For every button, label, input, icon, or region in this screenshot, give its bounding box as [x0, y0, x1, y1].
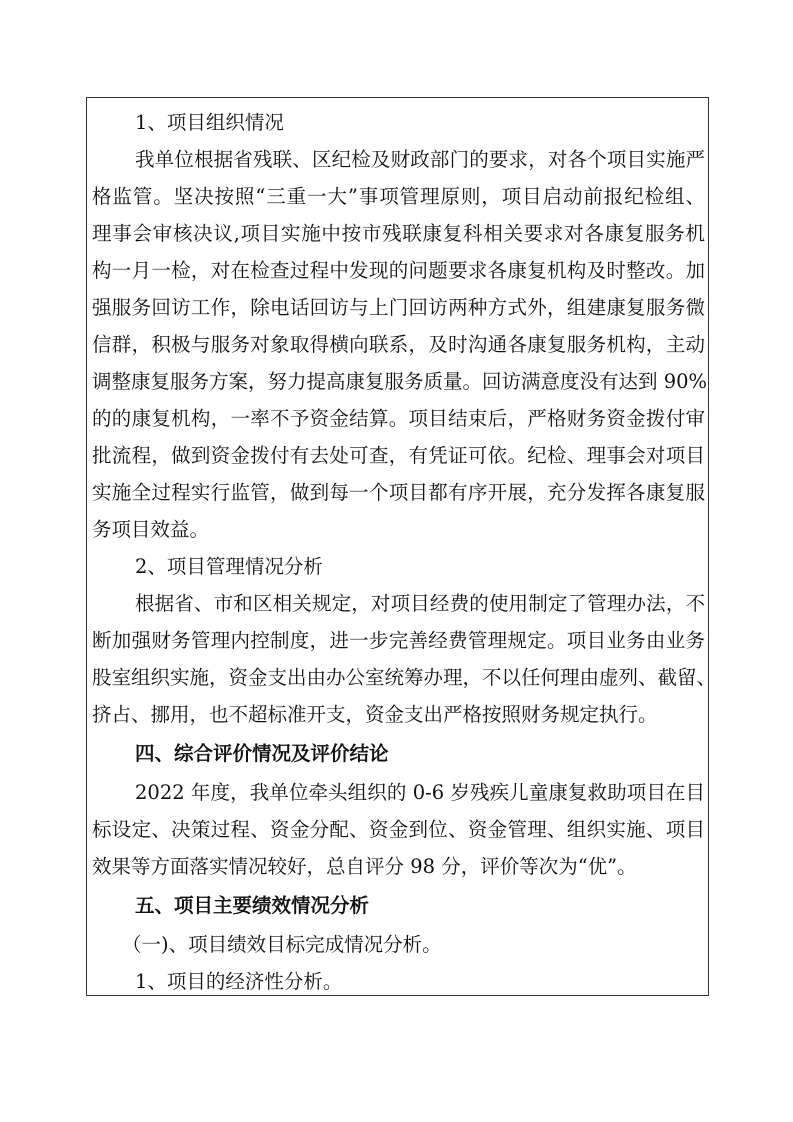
section-heading — [92, 104, 705, 141]
document-body — [92, 104, 717, 1000]
heading-text: （一)、项目绩效目标完成情况分析。 — [122, 933, 442, 956]
text-line: 股室组织实施，资金支出由办公室统筹办理，不以任何理由虚列、截留、 — [92, 666, 717, 689]
section-heading — [92, 885, 705, 926]
section-heading — [92, 926, 705, 963]
paragraph — [92, 141, 708, 548]
text-line: 理事会审核决议,项目实施中按市残联康复科相关要求对各康复服务机 — [92, 222, 705, 245]
text-line: 信群，积极与服务对象取得横向联系，及时沟通各康复服务机构，主动 — [92, 333, 705, 356]
paragraph — [92, 585, 717, 733]
section-heading — [92, 548, 705, 585]
section-heading — [92, 733, 705, 774]
text-line: 实施全过程实行监管，做到每一个项目都有序开展，充分发挥各康复服 — [92, 481, 705, 504]
heading-text: 1、项目组织情况 — [135, 111, 284, 134]
text-line: 标设定、决策过程、资金分配、资金到位、资金管理、组织实施、项目 — [92, 818, 705, 841]
text-line: 2022 年度，我单位牵头组织的 0-6 岁残疾儿童康复救助项目在目 — [135, 781, 705, 804]
heading-text: 四、综合评价情况及评价结论 — [135, 742, 389, 765]
text-line: 务项目效益。 — [92, 518, 210, 541]
text-line: 构一月一检，对在检查过程中发现的问题要求各康复机构及时整改。加 — [92, 259, 705, 282]
paragraph — [92, 774, 705, 885]
text-line: 根据省、市和区相关规定，对项目经费的使用制定了管理办法，不 — [135, 592, 705, 615]
text-line: 我单位根据省残联、区纪检及财政部门的要求，对各个项目实施严 — [135, 148, 705, 171]
text-line: 效果等方面落实情况较好，总自评分 98 分，评价等次为“优”。 — [92, 855, 637, 878]
text-line: 格监管。坚决按照“三重一大”事项管理原则，项目启动前报纪检组、 — [92, 185, 705, 208]
heading-text: 2、项目管理情况分析 — [135, 555, 323, 578]
text-line: 挤占、挪用，也不超标准开支，资金支出严格按照财务规定执行。 — [92, 703, 658, 726]
section-heading — [92, 963, 705, 1000]
text-line: 批流程，做到资金拨付有去处可查，有凭证可依。纪检、理事会对项目 — [92, 444, 705, 467]
text-line: 断加强财务管理内控制度，进一步完善经费管理规定。项目业务由业务 — [92, 629, 705, 652]
text-line: 的的康复机构，一率不予资金结算。项目结束后，严格财务资金拨付审 — [92, 407, 705, 430]
text-line: 调整康复服务方案，努力提高康复服务质量。回访满意度没有达到 90% — [92, 370, 708, 393]
heading-text: 五、项目主要绩效情况分析 — [135, 894, 370, 917]
text-line: 强服务回访工作，除电话回访与上门回访两种方式外，组建康复服务微 — [92, 296, 705, 319]
heading-text: 1、项目的经济性分析。 — [135, 970, 343, 993]
